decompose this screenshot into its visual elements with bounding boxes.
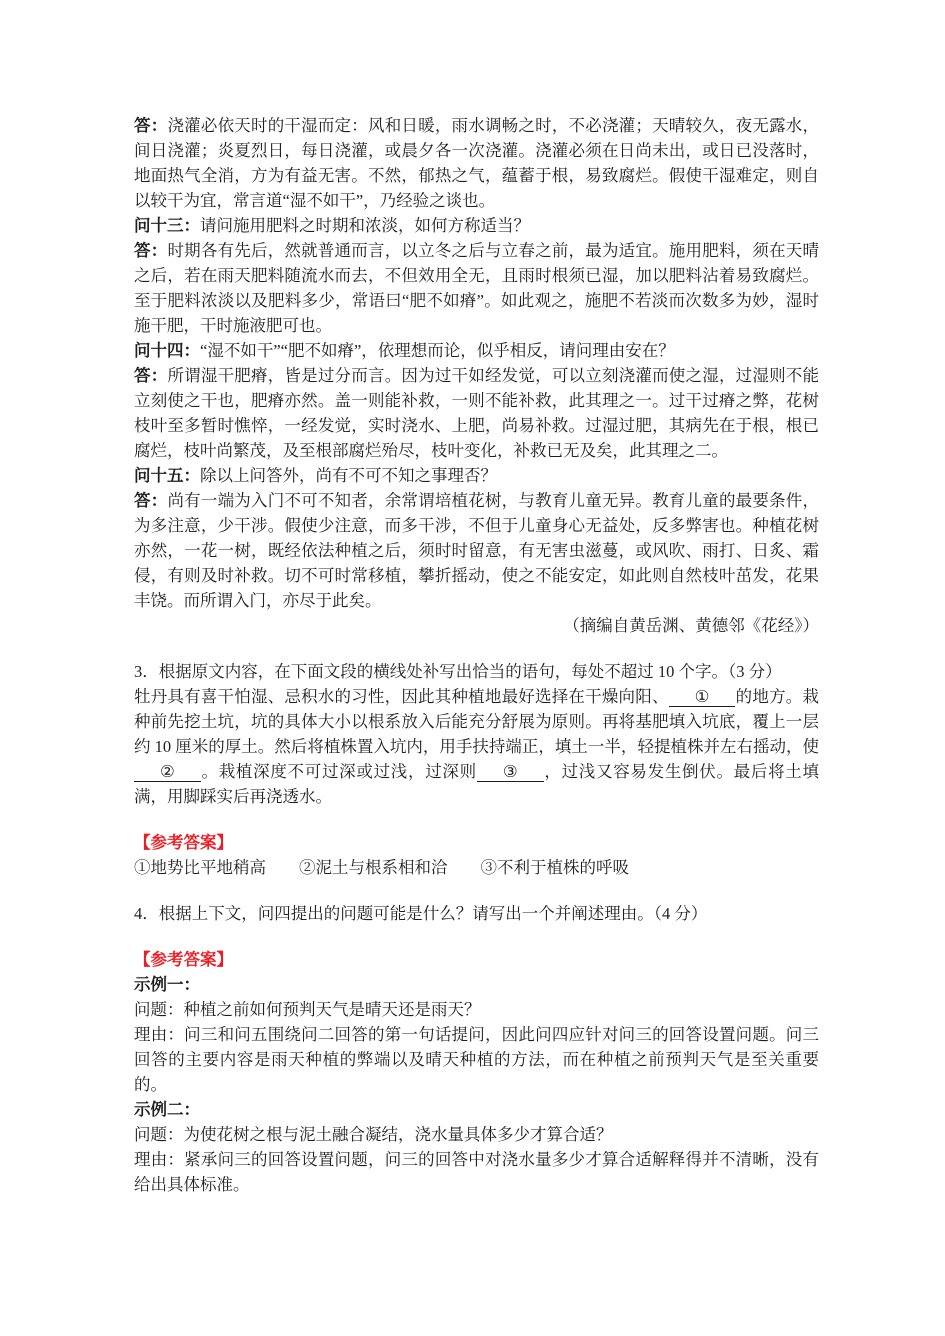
- example2-reason-paragraph: [134, 1147, 819, 1197]
- passage-segment-3: 。栽植深度不可过深或过浅，过深则: [200, 762, 477, 781]
- answer12-label: 答：: [134, 116, 168, 135]
- example2-question-line: [134, 1122, 819, 1147]
- question3-passage: [134, 684, 819, 809]
- example1-question-text: 种植之前如何预判天气是晴天还是雨天？: [183, 1000, 481, 1019]
- fill-in-blank-3: ③: [477, 762, 544, 782]
- question13-line: [134, 213, 819, 238]
- answer13-text: 时期各有先后，然就普通而言，以立冬之后与立春之前，最为适宜。施用肥料，须在天晴之后，若在雨天肥料随流水而去，不但效用全无，且雨时根须已湿，加以肥料沾着易致腐烂。至于肥料浓淡以及肥料多少，常语曰“肥不如瘠”。如此观之，施肥不若淡而次数多为妙，湿时施干肥，干时施液肥可也。: [134, 241, 820, 335]
- fill-in-blank-2: ②: [134, 762, 201, 782]
- example2-heading: 示例二：: [134, 1100, 200, 1119]
- source-attribution: [134, 613, 819, 638]
- answer13-label: 答：: [134, 241, 168, 260]
- example1-reason-text: 问三和问五围绕问二回答的第一句话提问，因此问四应针对问三的回答设置问题。问三回答的主要内容是雨天种植的弊端以及晴天种植的方法，而在种植之前预判天气是至关重要的。: [134, 1025, 820, 1094]
- question3-answer-2: ②泥土与根系相和洽: [299, 858, 448, 877]
- answer12-paragraph: [134, 113, 819, 213]
- question3-answer-1: ①地势比平地稍高: [134, 858, 266, 877]
- answer15-label: 答：: [134, 491, 168, 510]
- question14-line: [134, 338, 819, 363]
- answer15-text: 尚有一端为入门不可不知者，余常谓培植花树，与教育儿童无异。教育儿童的最要条件，为多注意，少干涉。假使少注意，而多干涉，不但于儿童身心无益处，反多弊害也。种植花树亦然，一花一树，既经依法种植之后，须时时留意，有无害虫滋蔓，或风吹、雨打、日炙、霜侵，有则及时补救。切不可时常移植，攀折摇动，使之不能安定，如此则自然枝叶茁发，花果丰饶。而所谓入门，亦尽于此矣。: [134, 491, 820, 610]
- example2-question-label: 问题：: [134, 1125, 184, 1144]
- reference-answer-heading-q4: 【参考答案】: [134, 950, 233, 969]
- example2-question-text: 为使花树之根与泥土融合凝结，浇水量具体多少才算合适？: [183, 1125, 613, 1144]
- answer14-label: 答：: [134, 366, 168, 385]
- passage-segment-2: 的地方。栽种前先挖土坑，坑的具体大小以根系放入后能充分舒展为原则。再将基肥填入坑底，覆上一层约 10 厘米的厚土。然后将植株置入坑内，用手扶持端正，填土一半，轻提植株并左右摇动，使: [134, 687, 820, 756]
- example2-reason-text: 紧承问三的回答设置问题，问三的回答中对浇水量多少才算合适解释得并不清晰，没有给出具体标准。: [134, 1150, 820, 1194]
- answer14-text: 所谓湿干肥瘠，皆是过分而言。因为过干如经发觉，可以立刻浇灌而使之湿，过湿则不能立刻使之干也，肥瘠亦然。盖一则能补救，一则不能补救，此其理之一。过干过瘠之弊，花树枝叶至多暂时憔悴，一经发觉，实时浇水、上肥，尚易补救。过湿过肥，其病先在于根，根已腐烂，枝叶尚繁茂，及至根部腐烂殆尽，枝叶变化，补救已无及矣，此其理之二。: [134, 366, 820, 460]
- reference-answer-heading-q3: 【参考答案】: [134, 833, 233, 852]
- question15-label: 问十五：: [134, 466, 200, 485]
- example1-heading: 示例一：: [134, 975, 200, 994]
- fill-in-blank-1: ①: [669, 687, 736, 707]
- example1-question-label: 问题：: [134, 1000, 184, 1019]
- question3-answer-3: ③不利于植株的呼吸: [480, 858, 629, 877]
- example2-reason-label: 理由：: [134, 1150, 185, 1169]
- question3-answers-line: [134, 855, 819, 880]
- passage-segment-1: 牡丹具有喜干怕湿、忌积水的习性，因此其种植地最好选择在干燥向阳、: [134, 687, 669, 706]
- example1-reason-label: 理由：: [134, 1025, 185, 1044]
- answer14-paragraph: [134, 363, 819, 463]
- question3-stem: [134, 659, 819, 684]
- question13-label: 问十三：: [134, 216, 200, 235]
- answer15-paragraph: [134, 488, 819, 613]
- question15-text: 除以上问答外，尚有不可不知之事理否？: [200, 466, 497, 485]
- question3-stem-text: 3．根据原文内容，在下面文段的横线处补写出恰当的语句，每处不超过 10 个字。（3 分）: [134, 662, 782, 681]
- attribution-text: （摘编自黄岳渊、黄德邻《花经》）: [563, 616, 819, 635]
- question14-text: “湿不如干”“肥不如瘠”，依理想而论，似乎相反，请问理由安在？: [200, 341, 675, 360]
- question4-stem-text: 4．根据上下文，问四提出的问题可能是什么？请写出一个并阐述理由。（4 分）: [134, 904, 708, 923]
- answer13-paragraph: [134, 238, 819, 338]
- example1-reason-paragraph: [134, 1022, 819, 1097]
- answer12-text: 浇灌必依天时的干湿而定：风和日暖，雨水调畅之时，不必浇灌；天晴较久，夜无露水，间日浇灌；炎夏烈日，每日浇灌，或晨夕各一次浇灌。浇灌必须在日尚未出，或日已没落时，地面热气全消，方为有益无害。不然，郁热之气，蕴蓄于根，易致腐烂。假使干湿难定，则自以较干为宜，常言道“湿不如干”，乃经验之谈也。: [134, 116, 820, 210]
- question15-line: [134, 463, 819, 488]
- question4-stem: [134, 901, 819, 926]
- example1-question-line: [134, 997, 819, 1022]
- question14-label: 问十四：: [134, 341, 200, 360]
- passage-segment-4: ，过浅又容易发生倒伏。最后将土填满，用脚踩实后再浇透水。: [134, 762, 820, 806]
- question13-text: 请问施用肥料之时期和浓淡，如何方称适当？: [200, 216, 530, 235]
